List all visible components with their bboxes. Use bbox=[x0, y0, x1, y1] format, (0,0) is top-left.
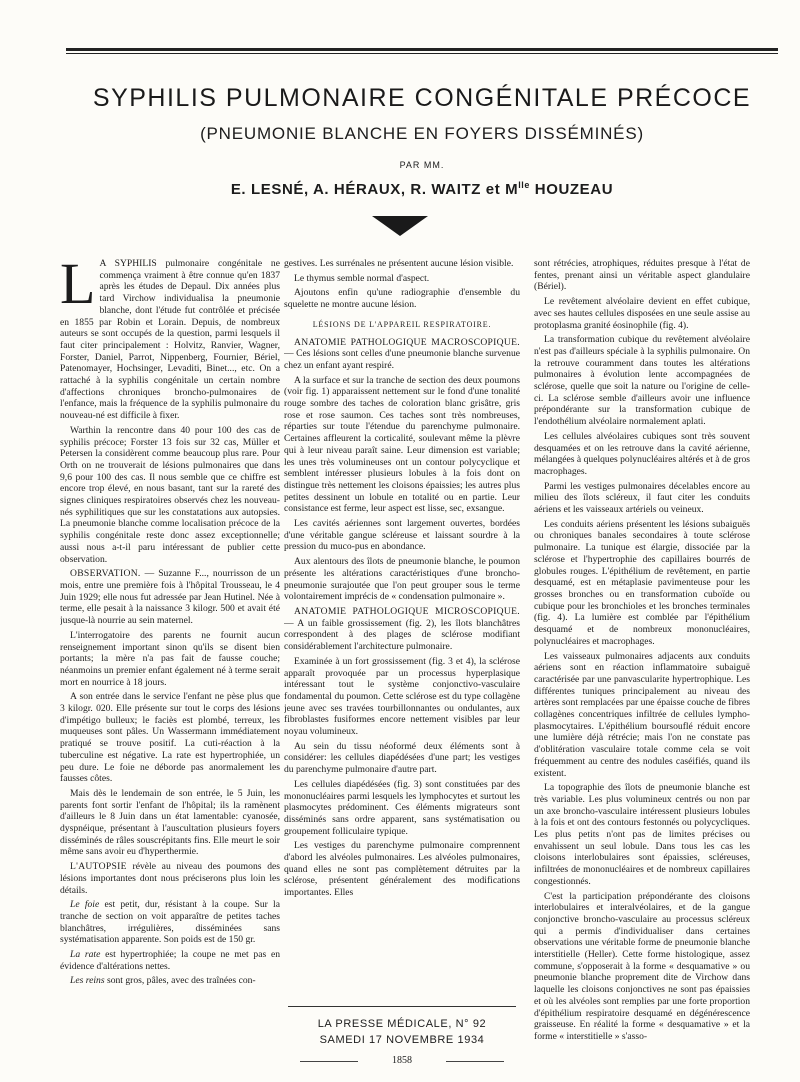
top-rule bbox=[66, 48, 778, 51]
column-1 bbox=[60, 258, 280, 1058]
journal-name: LA PRESSE MÉDICALE, N° 92 bbox=[317, 1018, 487, 1030]
micro-paragraph: ANATOMIE PATHOLOGIQUE MICROSCOPIQUE. — A un faible grossissement (fig. 2), les îlots blanchâtres correspondent à des plages de sclérose modifiant considérablement l'architecture pulmonaire. bbox=[284, 605, 520, 653]
foie-label: Le foie bbox=[70, 899, 100, 911]
reins-label: Les reins bbox=[70, 975, 105, 987]
authors-main: E. LESNÉ, A. HÉRAUX, R. WAITZ et M bbox=[230, 181, 519, 198]
paragraph: La transformation cubique du revêtement alvéolaire n'est pas d'ailleurs spéciale à la syphilis pulmonaire. On la retrouve couramment dans toutes les altérations pulmonaires à évolution lente accompagnées de sclérose, quelle que soit la nature ou l'origine de celle-ci. La sclérose semble d'ailleurs avoir une influence prépondérante sur la transformation cubique de l'endothélium alvéolaire normalement aplati. bbox=[534, 334, 750, 428]
intro-paragraph: L A SYPHILIS pulmonaire congénitale ne commença vraiment à être connue qu'en 1837 après les études de Depaul. Dix années plus tard Virchow individualisa la pneumonie blanche, dont l'étude fut contrôlée et précisée en 1855 par Robin et Lorain. Depuis, de nombreux auteurs se sont occupés de la question, parmi lesquels il faut citer principalement : Holvitz, Ranvier, Wagner, Forster, Daniel, Parrot, Nippenberg, Fournier, Bériel, Patenomayer, Hochsinger, Levaditi, Binet..., etc. On a rattaché à la syphilis congénitale un certain nombre d'affections chroniques broncho-pulmonaires de l'enfance, mais la fréquence de la syphilis pulmonaire du nouveau-né est difficile à fixer. bbox=[60, 258, 280, 422]
autopsie-label: L'AUTOPSIE bbox=[70, 861, 127, 873]
journal-info bbox=[288, 1016, 516, 1048]
paragraph: Mais dès le lendemain de son entrée, le 5 Juin, les parents font sortir l'enfant de l'hôpital; ils la ramènent d'ailleurs le 8 Juin dans un état lamentable: cyanosée, dyspnéique, présentant à l'auscultation plusieurs foyers disséminés de râles souscrépitants fins. Elle meurt le soir même sans avoir eu d'hyperthermie. bbox=[60, 787, 280, 858]
byline-label: PAR MM. bbox=[399, 160, 445, 170]
section-heading: LÉSIONS DE L'APPAREIL RESPIRATOIRE. bbox=[312, 319, 492, 329]
authors-end: HOUZEAU bbox=[530, 181, 614, 198]
article-title: SYPHILIS PULMONAIRE CONGÉNITALE PRÉCOCE bbox=[92, 84, 752, 112]
rate-label: La rate bbox=[70, 949, 101, 961]
paragraph: Aux alentours des îlots de pneumonie blanche, le poumon présente les altérations caractéristiques d'une broncho-pneumonie surajoutée que l'on peut grouper sous le terme volontairement imprécis de « condensation pulmonaire ». bbox=[284, 556, 520, 603]
authors bbox=[60, 180, 784, 198]
paragraph: Les conduits aériens présentent les lésions subaiguës ou chroniques banales secondaires à toute sclérose pulmonaire. La tunique est élargie, dissociée par la sclérose et l'hypertrophie des capillaires bourrés de globules rouges. L'épithélium de revêtement, en partie desquamé, est en métaplasie pavimenteuse pour les grosses bronches ou en transformation cuboïde ou cubique pour les bronchioles et les bronches terminales (fig. 4). La lumière est comblée par l'épithélium desquamé et de nombreux mononucléaires, polynucléaires et macrophages. bbox=[534, 518, 750, 647]
paragraph: Les cavités aériennes sont largement ouvertes, bordées d'une véritable gangue scléreuse et laissant sourdre à la pression du muco-pus en abondance. bbox=[284, 518, 520, 553]
macro-paragraph: ANATOMIE PATHOLOGIQUE MACROSCOPIQUE. — Ces lésions sont celles d'une pneumonie blanche survenue chez un enfant ayant respiré. bbox=[284, 336, 520, 371]
paragraph: Warthin la rencontre dans 40 pour 100 des cas de syphilis précoce; Forster 13 fois sur 32 cas, Müller et Petersen la considèrent comme beaucoup plus rare. Pour Orth on ne trouverait de lésions pulmonaires que dans 9,6 pour 100 des cas. Il nous semble que ce chiffre est encore trop élevé, en nous basant, tant sur la rareté des signes cliniques respiratoires observés chez les nouveau-nés syphilitiques que sur les constatations aux autopsies. La pneumonie blanche comme localisation précoce de la syphilis congénitale reste donc assez exceptionnelle; aussi nous a-t-il paru intéressant de publier cette observation. bbox=[60, 424, 280, 565]
paragraph: Les cellules alvéolaires cubiques sont très souvent desquamées et on les retrouve dans la cavité aérienne, mélangées à quelques polynucléaires altérés et à de gros macrophages. bbox=[534, 430, 750, 477]
paragraph: gestives. Les surrénales ne présentent aucune lésion visible. bbox=[284, 258, 514, 269]
paragraph: Les cellules diapédésées (fig. 3) sont constituées par des mononucléaires parmi lesquels les lymphocytes et surtout les plasmocytes prédominent. Ces éléments migrateurs sont disséminés sans ordre apparent, sans systématisation ou groupement folliculaire typique. bbox=[284, 778, 520, 837]
chevron-ornament-icon bbox=[372, 216, 428, 238]
macro-label: ANATOMIE PATHOLOGIQUE MACROSCOPIQUE. bbox=[294, 336, 520, 348]
observation-label: OBSERVATION. bbox=[70, 568, 141, 580]
column-2 bbox=[284, 258, 520, 998]
paragraph: A la surface et sur la tranche de section des deux poumons (voir fig. 1) apparaissent nettement sur le fond d'une tonalité rouge sombre des taches de coloration blanc grisâtre, gris rose et rose saumon. Ces taches sont très nombreuses, réparties sur toute l'étendue du parenchyme pulmonaire. Certaines affleurent la corticalité, soulevant même la plèvre qui à leur niveau paraît saine. Leur dimension est variable; les unes très volumineuses ont un contour polycyclique et semblent intéresser plusieurs lobules à la fois dont on distingue très nettement les cloisons épaissies; les autres plus petites dessinent un lobule en totalité ou en partie. Leur consistance est ferme, leur aspect est lisse, sec, exsangue. bbox=[284, 374, 520, 515]
paragraph: C'est la participation prépondérante des cloisons interlobulaires et interalvéolaires, et de la gangue conjonctive broncho-vasculaire au processus scléreux qui a permis d'individualiser dans certaines observations une véritable forme de pneumonie blanche interstitielle (Heller). Cette forme histologique, assez commune, s'opposerait à la forme « desquamative » ou pneumonie blanche proprement dite de Virchow dans laquelle les cloisons conjonctives ne sont pas épaissies et où les alvéoles sont remplies par une forte proportion d'épithélium respiratoire desquamé en dégénérescence graisseuse. En réalité la forme « desquamative » et la forme « interstitielle » s'asso- bbox=[534, 890, 750, 1042]
observation-paragraph: OBSERVATION. — Suzanne F..., nourrisson de un mois, entre une première fois à l'hôpital Trousseau, le 4 Juin 1929; elle nous fut adressée par Jean Hutinel. Née à terme, elle pesait à la naissance 3 kilogr. 500 et avait été jusque-là nourrie au sein maternel. bbox=[60, 568, 280, 627]
paragraph: Les vaisseaux pulmonaires adjacents aux conduits aériens sont en réaction inflammatoire subaiguë caractérisée par une panvascularite hypertrophique. Les différentes tuniques principalement au niveau des artères sont remplacées par une épaisse couche de fibres collagènes concentriques infiltrée de cellules lympho-plasmocytaires. L'épithélium boursouflé réduit encore une lumière déjà rétrécie; mais l'on ne constate pas d'oblitération vasculaire totale comme cela se voit fréquemment au centre des nodules caséifiés, quand ils existent. bbox=[534, 650, 750, 779]
paragraph: Les vestiges du parenchyme pulmonaire comprennent d'abord les alvéoles pulmonaires. Les alvéoles pulmonaires, quand elles ne sont pas complètement détruites par la sclérose, présentent généralement des modifications importantes. Elles bbox=[284, 840, 520, 899]
page-number-rule-right bbox=[446, 1061, 504, 1062]
rate-paragraph: La rate est hypertrophiée; la coupe ne met pas en évidence d'altérations nettes. bbox=[60, 949, 280, 972]
authors-sup: lle bbox=[518, 180, 531, 190]
footer-rule-top bbox=[288, 1006, 516, 1007]
paragraph: Ajoutons enfin qu'une radiographie d'ensemble du squelette ne montre aucune lésion. bbox=[284, 287, 520, 311]
top-rule-thin bbox=[66, 53, 778, 54]
paragraph: sont rétrécies, atrophiques, réduites presque à l'état de fentes, prenant ainsi un véritable aspect glandulaire (Bériel). bbox=[534, 258, 750, 293]
paragraph: Parmi les vestiges pulmonaires décelables encore au milieu des îlots scléreux, il faut citer les conduits aériens et les vaisseaux artériels ou veineux. bbox=[534, 480, 750, 516]
paragraph: Le revêtement alvéolaire devient en effet cubique, avec ses hautes cellules disposées en une seule assise au protoplasma granité éosinophile (fig. 4). bbox=[534, 296, 750, 331]
foie-paragraph: Le foie est petit, dur, résistant à la coupe. Sur la tranche de section on voit apparaître de petites taches blanchâtres, irrégulières, disséminées sans systématisation apparente. Son poids est de 150 gr. bbox=[60, 899, 280, 946]
paragraph: A son entrée dans le service l'enfant ne pèse plus que 3 kilogr. 020. Elle présente sur tout le corps des lésions d'impétigo bulleux; le faciès est plombé, terreux, les muqueuses sont pâles. Un Wassermann immédiatement pratiqué se trouve positif. La cuti-réaction à la tuberculine est négative. La rate est hypertrophiée, un peu dure. Le foie ne déborde pas anormalement les fausses côtes. bbox=[60, 691, 280, 785]
paragraph: La topographie des îlots de pneumonie blanche est très variable. Les plus volumineux centrés ou non par un axe broncho-vasculaire intéressent plusieurs lobules à la fois et ont des contours festonnés ou polycycliques. Les plus petits n'ont pas de limites précises ou envahissent un seul lobule. Dans tous les cas les cloisons interlobulaires sont épaissies, scléreuses, infiltrées de mononucléaires et de nombreux capillaires congestionnés. bbox=[534, 782, 750, 887]
journal-date: SAMEDI 17 NOVEMBRE 1934 bbox=[319, 1034, 485, 1046]
reins-paragraph: Les reins sont gros, pâles, avec des traînées con- bbox=[70, 975, 256, 987]
article-subtitle: (PNEUMONIE BLANCHE EN FOYERS DISSÉMINÉS) bbox=[200, 124, 644, 143]
column-3 bbox=[534, 258, 750, 1066]
page-number: 1858 bbox=[392, 1055, 412, 1066]
paragraph: Au sein du tissu néoformé deux éléments sont à considérer: les cellules diapédésées d'une part; les vestiges du parenchyme pulmonaire d'autre part. bbox=[284, 740, 520, 776]
paragraph: L'interrogatoire des parents ne fournit aucun renseignement important sinon qu'ils se disent bien portants; la mère n'a pas fait de fausse couche; néanmoins un premier enfant également né à terme serait mort en nourrice à 18 jours. bbox=[60, 629, 280, 688]
drop-cap: L bbox=[60, 258, 96, 316]
micro-label: ANATOMIE PATHOLOGIQUE MICROSCOPIQUE. bbox=[294, 605, 520, 617]
paragraph: Examinée à un fort grossissement (fig. 3 et 4), la sclérose apparaît provoquée par un processus hyperplasique intéressant tout le système conjonctivo-vasculaire fondamental du poumon. Cette sclérose est du type collagène jeune avec ses travées tourbillonnantes ou ondulantes, aux fibroblastes fusiformes encore nettement visibles par leur noyau volumineux. bbox=[284, 655, 520, 738]
autopsie-paragraph: L'AUTOPSIE révèle au niveau des poumons des lésions importantes dont nous préciserons plus loin les détails. bbox=[60, 861, 280, 896]
paragraph: Le thymus semble normal d'aspect. bbox=[294, 272, 430, 284]
